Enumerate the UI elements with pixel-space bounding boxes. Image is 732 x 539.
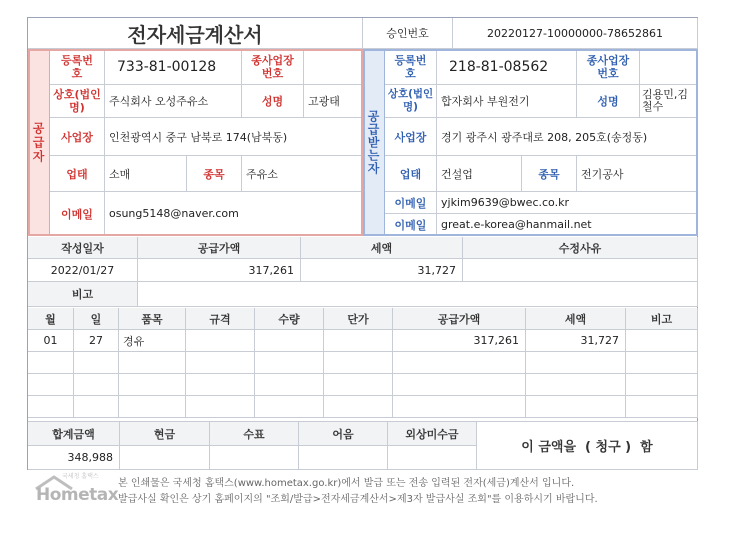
supplier-section-label	[28, 49, 50, 236]
summary-date: 2022/01/27	[28, 259, 138, 282]
item-qty	[255, 330, 324, 352]
item-spec	[186, 396, 255, 418]
summary-date-header: 작성일자	[28, 237, 138, 259]
receiver-email-2: great.e-korea@hanmail.net	[437, 214, 698, 236]
item-spec	[186, 330, 255, 352]
item-product	[119, 352, 186, 374]
hometax-logo	[32, 471, 118, 511]
cash-header: 현금	[120, 421, 210, 446]
supplier-sub-label: 종사업장번호	[242, 49, 304, 85]
receiver-name: 합자회사 부원전기	[437, 85, 577, 118]
receiver-address: 경기 광주시 광주대로 208, 205호(송정동)	[437, 118, 698, 156]
supplier-name: 주식회사 오성주유소	[105, 85, 242, 118]
item-price	[324, 352, 393, 374]
supplier-item: 주유소	[242, 156, 363, 192]
approval-label: 승인번호	[363, 18, 453, 49]
item-day: 27	[74, 330, 119, 352]
note-header: 어음	[299, 421, 388, 446]
item-qty	[255, 396, 324, 418]
item-remark	[626, 330, 698, 352]
claim-statement: 이 금액을 ( 청구 ) 함	[477, 421, 698, 470]
items-header-qty: 수량	[255, 308, 324, 330]
check-header: 수표	[210, 421, 299, 446]
supplier-email-label: 이메일	[50, 192, 105, 236]
footer-line-2: 발급사실 확인은 상기 홈페이지의 "조회/발급>전자세금계산서>제3자 발급사실 조회"를 이용하시기 바랍니다.	[118, 494, 598, 505]
item-tax	[526, 396, 626, 418]
receiver-sub-label: 종사업장번호	[577, 49, 640, 85]
item-tax	[526, 352, 626, 374]
item-qty	[255, 374, 324, 396]
item-supply	[393, 352, 526, 374]
remark-label: 비고	[28, 282, 138, 307]
item-tax: 31,727	[526, 330, 626, 352]
receiver-type: 건설업	[437, 156, 522, 192]
items-header-supply: 공급가액	[393, 308, 526, 330]
check-amount	[210, 446, 299, 470]
item-day	[74, 374, 119, 396]
supplier-name-label: 상호(법인명)	[50, 85, 105, 118]
note-amount	[299, 446, 388, 470]
approval-number: 20220127-10000000-78652861	[453, 18, 698, 49]
supplier-address: 인천광역시 중구 남북로 174(남북동)	[105, 118, 363, 156]
summary-supply: 317,261	[138, 259, 301, 282]
summary-supply-header: 공급가액	[138, 237, 301, 259]
item-supply: 317,261	[393, 330, 526, 352]
item-product	[119, 374, 186, 396]
item-product: 경유	[119, 330, 186, 352]
item-remark	[626, 396, 698, 418]
supplier-reg-number: 733-81-00128	[105, 49, 242, 85]
item-remark	[626, 374, 698, 396]
total-amount-header: 합계금액	[28, 421, 120, 446]
receiver-section-text: 공급받는자	[366, 110, 380, 175]
footer-line-1: 본 인쇄물은 국세청 홈택스(www.hometax.go.kr)에서 발급 또는 전송 입력된 전자(세금)계산서 입니다.	[118, 478, 575, 489]
item-day	[74, 352, 119, 374]
receiver-section-label	[363, 49, 385, 236]
item-product	[119, 396, 186, 418]
credit-header: 외상미수금	[388, 421, 477, 446]
credit-amount	[388, 446, 477, 470]
summary-reason-header: 수정사유	[463, 237, 698, 259]
item-month	[28, 396, 74, 418]
supplier-rep-label: 성명	[242, 85, 304, 118]
supplier-email: osung5148@naver.com	[105, 192, 363, 236]
receiver-rep-label: 성명	[577, 85, 640, 118]
receiver-rep: 김용민,김철수	[640, 85, 698, 118]
item-spec	[186, 352, 255, 374]
item-supply	[393, 374, 526, 396]
supplier-addr-label: 사업장	[50, 118, 105, 156]
hometax-logo-text: Hometax	[36, 485, 119, 505]
summary-tax-header: 세액	[301, 237, 463, 259]
items-header-remark: 비고	[626, 308, 698, 330]
cash-amount	[120, 446, 210, 470]
summary-reason	[463, 259, 698, 282]
items-header-spec: 규격	[186, 308, 255, 330]
item-tax	[526, 374, 626, 396]
receiver-addr-label: 사업장	[385, 118, 437, 156]
supplier-item-label: 종목	[187, 156, 242, 192]
receiver-reg-number: 218-81-08562	[437, 49, 577, 85]
supplier-rep: 고광태	[304, 85, 363, 118]
receiver-email-label-2: 이메일	[385, 214, 437, 236]
item-remark	[626, 352, 698, 374]
receiver-email-label: 이메일	[385, 192, 437, 214]
items-header-product: 품목	[119, 308, 186, 330]
supplier-section-text: 공급자	[31, 121, 45, 164]
item-price	[324, 374, 393, 396]
item-supply	[393, 396, 526, 418]
items-header-price: 단가	[324, 308, 393, 330]
item-price	[324, 396, 393, 418]
remark-value	[138, 282, 698, 307]
item-month	[28, 352, 74, 374]
receiver-item-label: 종목	[522, 156, 577, 192]
supplier-type: 소매	[105, 156, 187, 192]
supplier-reg-label: 등록번호	[50, 49, 105, 85]
receiver-type-label: 업태	[385, 156, 437, 192]
receiver-sub-number	[640, 49, 698, 85]
receiver-email-1: yjkim9639@bwec.co.kr	[437, 192, 698, 214]
item-day	[74, 396, 119, 418]
summary-tax: 31,727	[301, 259, 463, 282]
receiver-name-label: 상호(법인명)	[385, 85, 437, 118]
supplier-type-label: 업태	[50, 156, 105, 192]
invoice-title: 전자세금계산서	[28, 18, 363, 49]
item-qty	[255, 352, 324, 374]
item-price	[324, 330, 393, 352]
supplier-sub-number	[304, 49, 363, 85]
items-header-month: 월	[28, 308, 74, 330]
item-month	[28, 374, 74, 396]
receiver-reg-label: 등록번호	[385, 49, 437, 85]
items-header-day: 일	[74, 308, 119, 330]
hometax-logo-small-text: 국세청 홈택스	[62, 473, 99, 480]
items-header-tax: 세액	[526, 308, 626, 330]
total-amount: 348,988	[28, 446, 120, 470]
item-month: 01	[28, 330, 74, 352]
item-spec	[186, 374, 255, 396]
receiver-item: 전기공사	[577, 156, 698, 192]
